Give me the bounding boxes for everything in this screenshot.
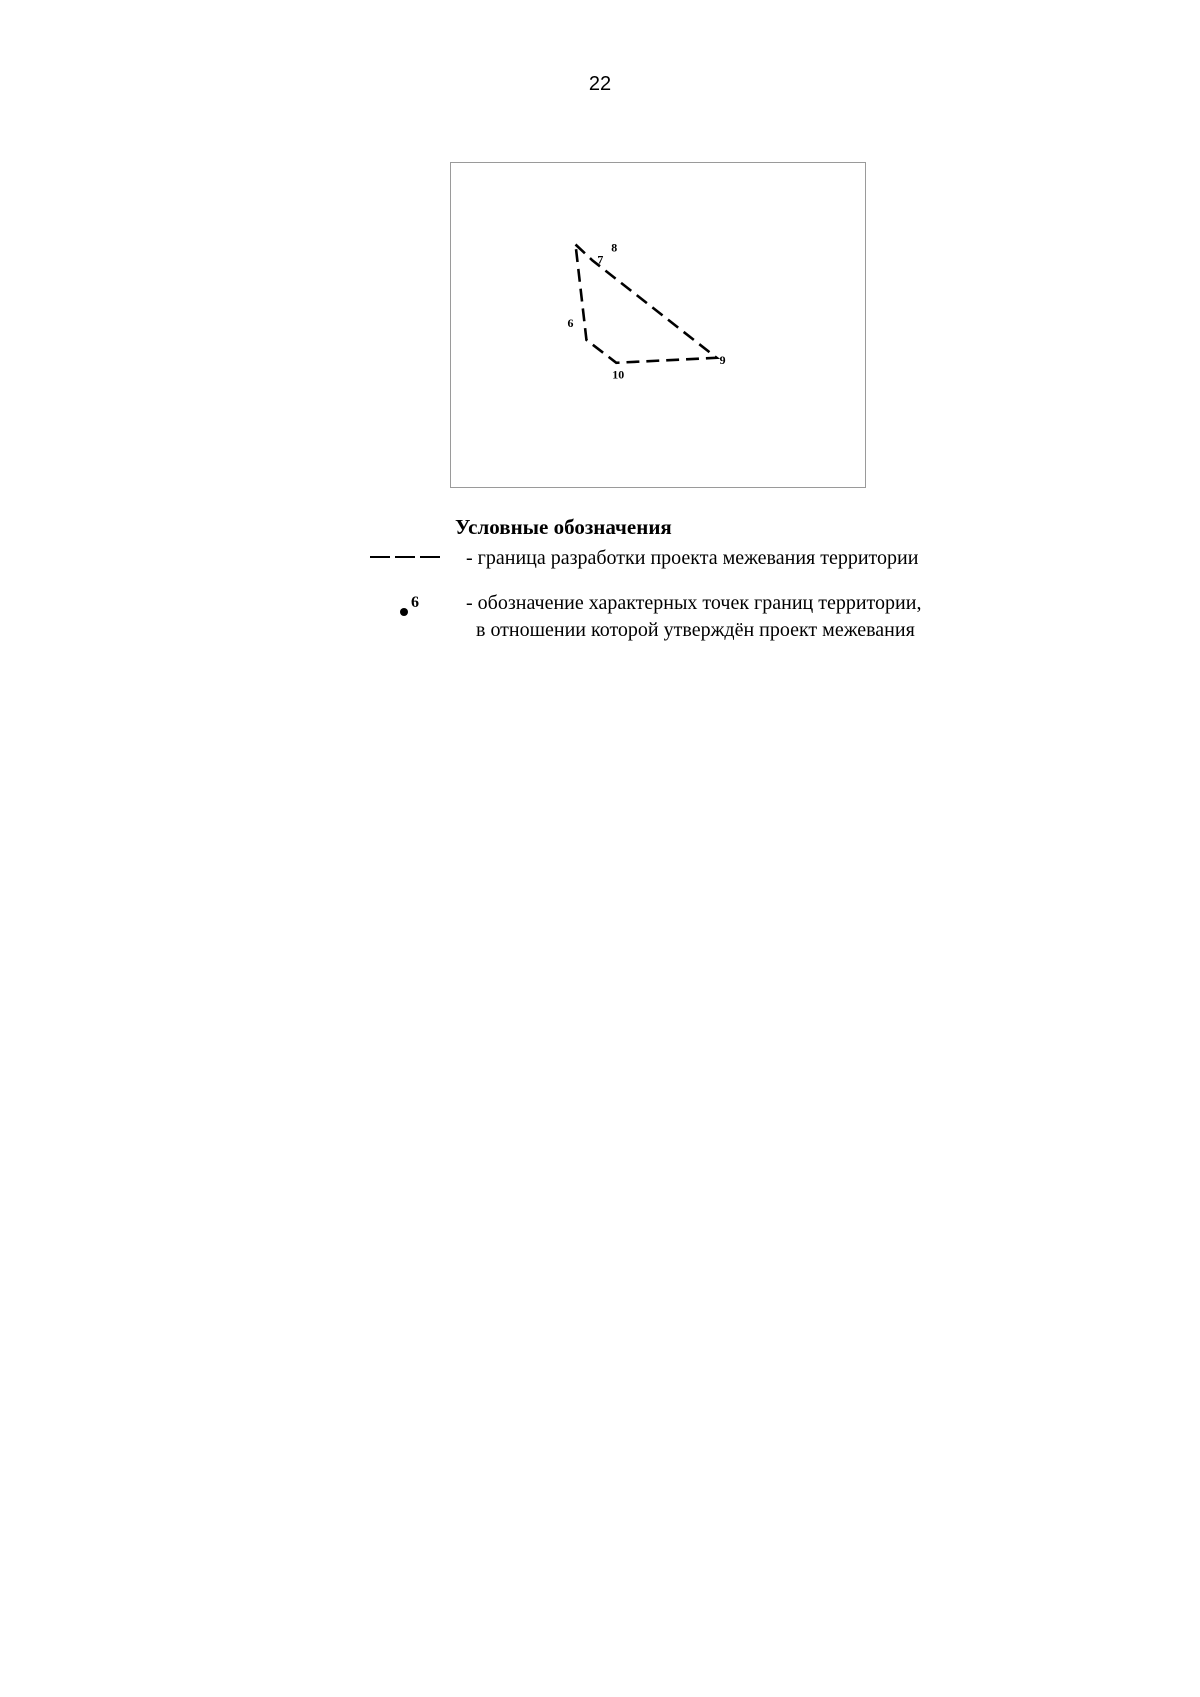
point-label-10: 10 <box>612 367 625 382</box>
point-label-6: 6 <box>567 315 574 330</box>
dashed-line-symbol <box>370 554 442 560</box>
boundary-map-canvas <box>451 163 865 487</box>
legend-title: Условные обозначения <box>455 515 672 539</box>
point-label-7: 7 <box>597 252 604 267</box>
legend-boundary-text: - граница разработки проекта межевания территории <box>466 547 919 569</box>
legend-point-text-line1: - обозначение характерных точек границ территории, <box>466 592 922 614</box>
point-label-9: 9 <box>719 352 726 367</box>
page-number: 22 <box>588 73 612 95</box>
legend-point-text-line2: в отношении которой утверждён проект межевания <box>476 619 915 641</box>
point-label-8: 8 <box>611 240 618 255</box>
point-dot-symbol <box>400 608 408 616</box>
legend-point-text <box>466 590 921 644</box>
boundary-map <box>450 162 866 488</box>
point-symbol-label: 6 <box>411 594 419 611</box>
